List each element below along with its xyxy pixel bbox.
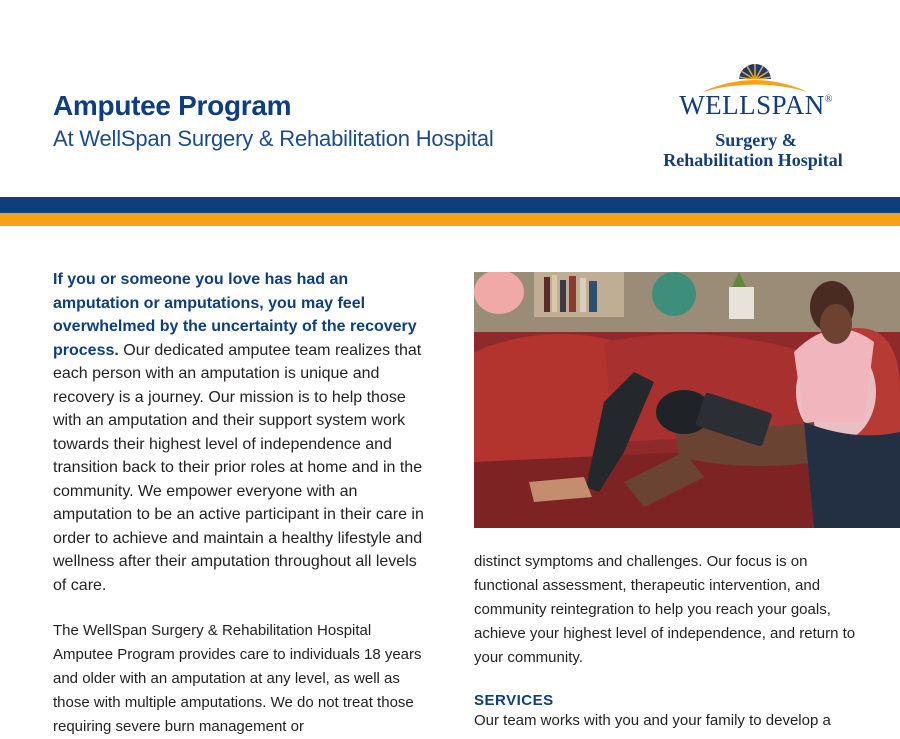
- photo-woman-prosthetic-leg: [474, 272, 900, 528]
- services-heading: SERVICES: [474, 692, 554, 709]
- photo-woman-prosthetic-leg-icon: [474, 272, 900, 528]
- intro-body: Our dedicated amputee team realizes that each person with an amputation is unique and recovery is a journey. Our mission is to help those with an amputation and their support system work towards their highest level of independence and transition back to their prior roles at home and in the community. We empower everyone with an amputation to be an active participant in their care in order to achieve and maintain a healthy lifestyle and wellness after their amputation throughout all levels of care.: [53, 341, 424, 594]
- page-subtitle: At WellSpan Surgery & Rehabilitation Hospital: [53, 126, 494, 151]
- header-band-navy: [0, 197, 900, 213]
- header-band-orange: [0, 213, 900, 226]
- intro-paragraph: [53, 268, 433, 597]
- continued-paragraph: distinct symptoms and challenges. Our focus is on functional assessment, therapeutic intervention, and community reintegration to help you reach your goals, achieve your highest level of independence, and return to your community.: [474, 553, 856, 666]
- services-paragraph: Our team works with you and your family to develop a: [474, 712, 831, 729]
- left-column: [53, 268, 433, 739]
- sunrise-logo-icon: [700, 50, 810, 94]
- logo-line-1: Surgery &: [715, 130, 797, 150]
- intro-lead: If you or someone you love has had an amputation or amputations, you may feel overwhelmed by the uncertainty of the recovery process.: [53, 271, 417, 359]
- page-title: Amputee Program: [53, 90, 292, 121]
- program-paragraph: The WellSpan Surgery & Rehabilitation Hospital Amputee Program provides care to individuals 18 years and older with an amputation at any level, as well as those with multiple amputations. We do not treat those requiring severe burn management or: [53, 622, 422, 735]
- wellspan-logo: [656, 50, 856, 175]
- right-column: [474, 550, 864, 733]
- logo-line-2: Rehabilitation Hospital: [663, 150, 843, 170]
- logo-wordmark: WELLSPAN®: [679, 90, 833, 120]
